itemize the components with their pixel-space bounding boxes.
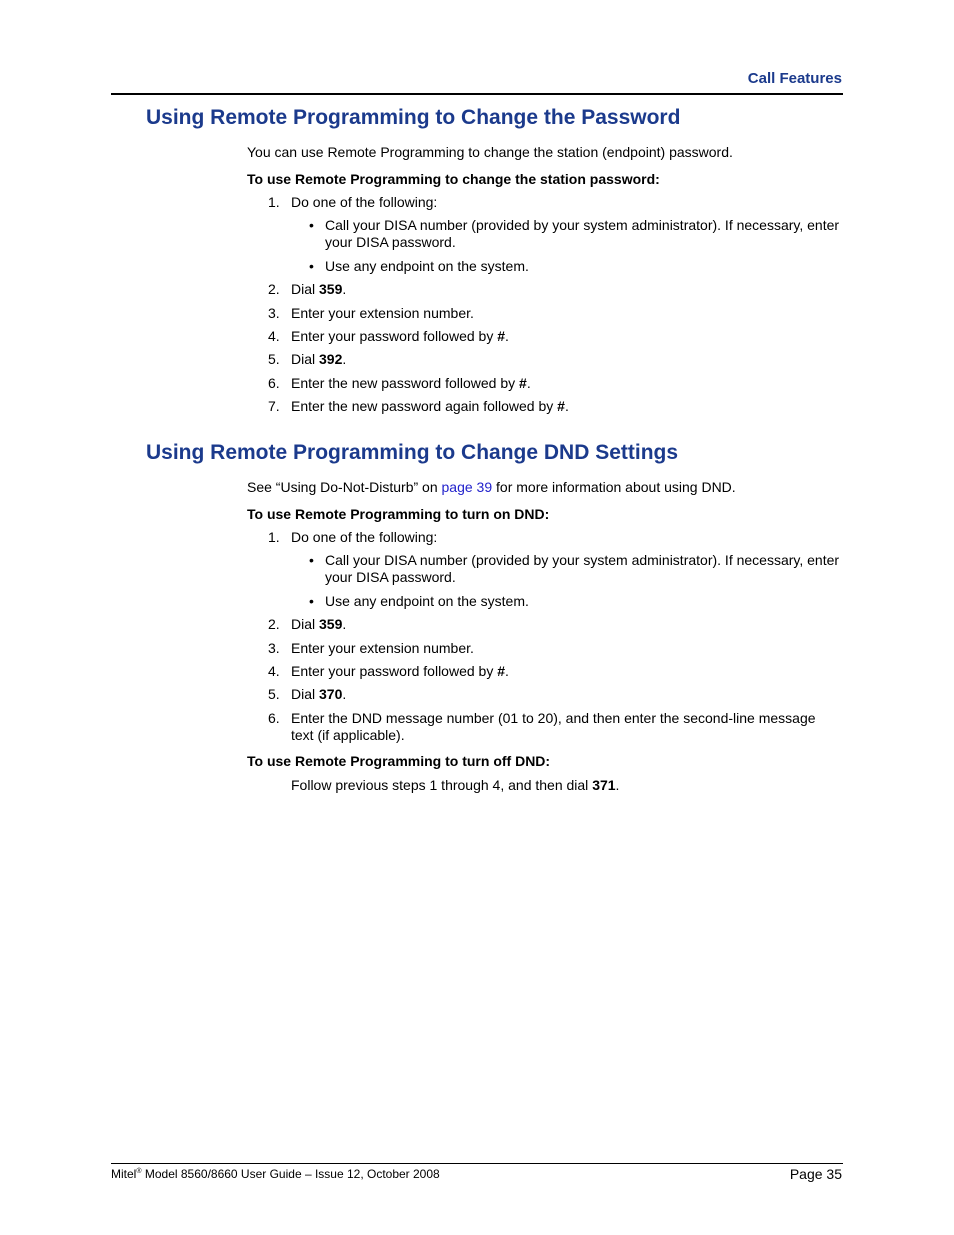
key-code: #	[497, 663, 506, 679]
step-number: 3.	[268, 640, 280, 656]
step-text: Enter the DND message number (01 to 20), and then enter the second-line message text (if applicable).	[291, 710, 816, 743]
step-number: 5.	[268, 351, 280, 367]
step-number: 4.	[268, 328, 280, 344]
key-code: 359	[319, 616, 343, 632]
step-text: Enter your extension number.	[291, 305, 474, 321]
key-code: #	[557, 398, 565, 414]
header-rule	[111, 93, 843, 95]
step-number: 1.	[268, 194, 280, 210]
bullet-text: Call your DISA number (provided by your system administrator). If necessary, enter your DISA password.	[325, 552, 840, 585]
key-code: 370	[319, 686, 343, 702]
key-code: #	[497, 328, 506, 344]
step-text: Dial 370.	[291, 686, 347, 702]
section-intro-dnd: See “Using Do-Not-Disturb” on page 39 for more information about using DND.	[247, 479, 736, 495]
step-text: Enter your password followed by #.	[291, 663, 509, 679]
bullet-marker: •	[309, 552, 314, 568]
bullet-text: Use any endpoint on the system.	[325, 593, 529, 609]
bullet-marker: •	[309, 217, 314, 233]
step-number: 7.	[268, 398, 280, 414]
running-header: Call Features	[747, 70, 842, 87]
step-text: Enter the new password followed by #.	[291, 375, 531, 391]
footer-rule	[111, 1163, 843, 1164]
step-text: Enter the new password again followed by #.	[291, 398, 569, 414]
key-code: 392	[319, 351, 343, 367]
bullet-text: Call your DISA number (provided by your system administrator). If necessary, enter your DISA password.	[325, 217, 840, 250]
step-number: 4.	[268, 663, 280, 679]
page-link[interactable]: page 39	[441, 479, 493, 495]
section-title-dnd: Using Remote Programming to Change DND Settings	[146, 441, 679, 464]
step-text: Dial 359.	[291, 616, 347, 632]
bullet-marker: •	[309, 258, 314, 274]
step-number: 2.	[268, 281, 280, 297]
bullet-text: Use any endpoint on the system.	[325, 258, 529, 274]
footer-document-title: Mitel® Model 8560/8660 User Guide – Issue 12, October 2008	[111, 1167, 440, 1181]
bullet-marker: •	[309, 593, 314, 609]
step-text: Dial 359.	[291, 281, 347, 297]
step-number: 1.	[268, 529, 280, 545]
step-text: Do one of the following:	[291, 529, 438, 545]
dnd-off-instruction: Follow previous steps 1 through 4, and then dial 371.	[291, 777, 620, 793]
procedure-title-dnd-on: To use Remote Programming to turn on DND:	[247, 506, 550, 522]
step-text: Enter your extension number.	[291, 640, 474, 656]
key-code: 371	[592, 777, 616, 793]
step-number: 6.	[268, 375, 280, 391]
procedure-title-dnd-off: To use Remote Programming to turn off DND:	[247, 753, 551, 769]
page-number: Page 35	[789, 1166, 842, 1182]
step-text: Dial 392.	[291, 351, 347, 367]
step-number: 5.	[268, 686, 280, 702]
step-number: 2.	[268, 616, 280, 632]
step-text: Do one of the following:	[291, 194, 438, 210]
key-code: #	[519, 375, 527, 391]
section-intro-password: You can use Remote Programming to change the station (endpoint) password.	[247, 144, 733, 160]
section-title-password: Using Remote Programming to Change the Password	[146, 106, 681, 129]
key-code: 359	[319, 281, 343, 297]
step-number: 3.	[268, 305, 280, 321]
procedure-title-password: To use Remote Programming to change the station password:	[247, 171, 660, 187]
step-number: 6.	[268, 710, 280, 726]
step-text: Enter your password followed by #.	[291, 328, 509, 344]
